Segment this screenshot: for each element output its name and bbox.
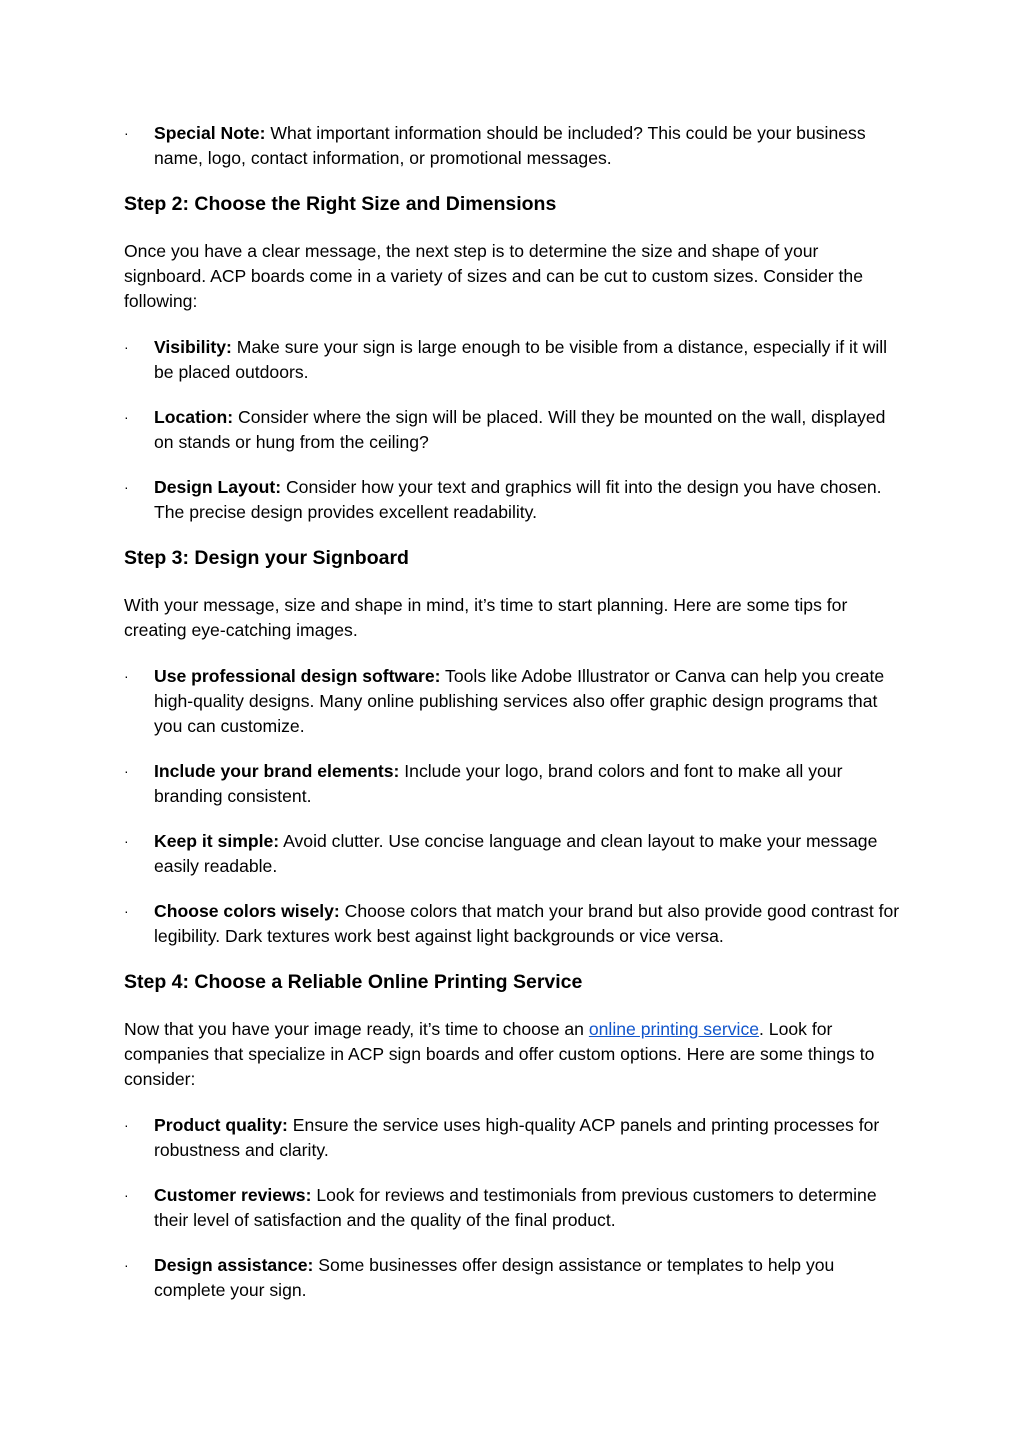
bullet-text: Choose colors that match your brand but also provide good contrast for legibility. Dark textures work best against light backgrounds or vice versa.	[154, 901, 900, 946]
list-item	[124, 335, 900, 385]
bullet-term: Customer reviews:	[154, 1185, 312, 1205]
paragraph-text: . Look for companies that specialize in ACP sign boards and offer custom options. Here are some things to consider:	[124, 1019, 875, 1089]
list-item	[124, 759, 900, 809]
section-heading-step-3: Step 3: Design your Signboard	[124, 547, 409, 569]
list-item	[124, 1253, 900, 1303]
bullet-icon: ·	[124, 1257, 129, 1273]
list-item	[124, 1183, 900, 1233]
bullet-term: Visibility:	[154, 337, 232, 357]
list-item	[124, 829, 900, 879]
list-item	[124, 121, 900, 171]
bullet-term: Use professional design software:	[154, 666, 441, 686]
bullet-term: Design assistance:	[154, 1255, 314, 1275]
bullet-icon: ·	[124, 833, 129, 849]
bullet-text: Consider how your text and graphics will fit into the design you have chosen. The precise design provides excellent readability.	[154, 477, 882, 522]
list-item	[124, 899, 900, 949]
bullet-icon: ·	[124, 668, 129, 684]
bullet-text: Consider where the sign will be placed. Will they be mounted on the wall, displayed on stands or hung from the ceiling?	[154, 407, 886, 452]
bullet-icon: ·	[124, 125, 129, 141]
bullet-icon: ·	[124, 763, 129, 779]
bullet-text: Some businesses offer design assistance or templates to help you complete your sign.	[154, 1255, 835, 1300]
bullet-term: Location:	[154, 407, 234, 427]
bullet-text: What important information should be included? This could be your business name, logo, contact information, or promotional messages.	[154, 123, 866, 168]
bullet-term: Keep it simple:	[154, 831, 280, 851]
bullet-icon: ·	[124, 1117, 129, 1133]
bullet-text: Include your logo, brand colors and font to make all your branding consistent.	[154, 761, 843, 806]
paragraph-text: Now that you have your image ready, it’s time to choose an	[124, 1019, 589, 1039]
section-paragraph	[124, 1017, 900, 1092]
section-heading-step-4: Step 4: Choose a Reliable Online Printing Service	[124, 971, 583, 993]
bullet-term: Design Layout:	[154, 477, 282, 497]
online-printing-service-link[interactable]: online printing service	[588, 1019, 760, 1039]
bullet-text: Avoid clutter. Use concise language and clean layout to make your message easily readable.	[154, 831, 878, 876]
section-paragraph: Once you have a clear message, the next step is to determine the size and shape of your signboard. ACP boards come in a variety of sizes and can be cut to custom sizes. Consider the following:	[124, 241, 863, 311]
bullet-icon: ·	[124, 479, 129, 495]
bullet-text: Look for reviews and testimonials from previous customers to determine their level of satisfaction and the quality of the final product.	[154, 1185, 877, 1230]
section-heading-step-2: Step 2: Choose the Right Size and Dimensions	[124, 193, 557, 215]
list-item	[124, 1113, 900, 1163]
list-item	[124, 405, 900, 455]
list-item	[124, 664, 900, 739]
bullet-text: Make sure your sign is large enough to be visible from a distance, especially if it will be placed outdoors.	[154, 337, 888, 382]
bullet-text: Tools like Adobe Illustrator or Canva can help you create high-quality designs. Many online publishing services also offer graphic design programs that you can customize.	[154, 666, 885, 736]
section-paragraph: With your message, size and shape in mind, it’s time to start planning. Here are some tips for creating eye-catching images.	[124, 595, 848, 640]
bullet-term: Special Note:	[154, 123, 266, 143]
bullet-icon: ·	[124, 1187, 129, 1203]
list-item	[124, 475, 900, 525]
bullet-icon: ·	[124, 339, 129, 355]
bullet-term: Include your brand elements:	[154, 761, 400, 781]
bullet-icon: ·	[124, 903, 129, 919]
document-page	[124, 121, 900, 1323]
bullet-icon: ·	[124, 409, 129, 425]
bullet-text: Ensure the service uses high-quality ACP panels and printing processes for robustness and clarity.	[154, 1115, 880, 1160]
bullet-term: Choose colors wisely:	[154, 901, 340, 921]
bullet-term: Product quality:	[154, 1115, 288, 1135]
